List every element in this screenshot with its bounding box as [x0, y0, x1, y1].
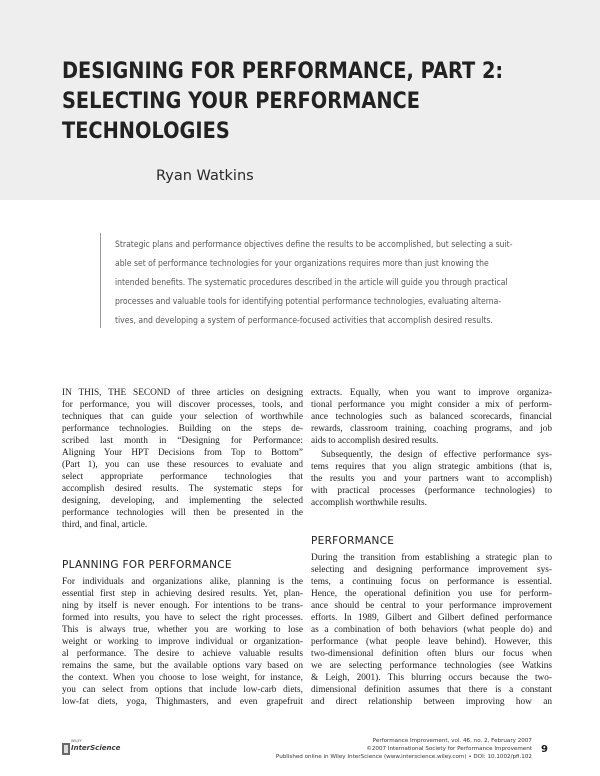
- body-line: designing, developing, and implementing the selected: [62, 496, 303, 506]
- body-line: ning by itself is never enough. For intentions to be trans-: [62, 601, 303, 611]
- body-line: accomplish worthwhile results.: [311, 498, 427, 508]
- body-line: aids to accomplish desired results.: [311, 436, 439, 446]
- page-number: 9: [541, 744, 548, 755]
- body-line: remains the same, but the available options vary based on: [62, 661, 303, 671]
- title-line: SELECTING YOUR PERFORMANCE: [62, 88, 420, 114]
- body-line: low-fat diets, yoga, Thighmasters, and even grapefruit: [62, 697, 303, 707]
- abstract-line: processes and valuable tools for identifying potential performance technologies, evaluating alterna-: [115, 296, 502, 306]
- body-line: ance should be central to your performance improvement: [311, 601, 552, 611]
- body-line: (Part 1), you can use these resources to evaluate and: [62, 460, 303, 470]
- body-line: the context. When you choose to lose weight, for instance,: [62, 673, 303, 683]
- abstract-line: Strategic plans and performance objectives define the results to be accomplished, but selecting a suit-: [115, 239, 513, 249]
- body-line: you can select from options that include low-carb diets,: [62, 685, 303, 695]
- body-line: tems, a continuing focus on performance is essential.: [311, 577, 552, 587]
- copyright-notice: ©2007 International Society for Performance Improvement: [366, 746, 532, 752]
- body-line: ance technologies such as balanced scorecards, financial: [311, 412, 552, 422]
- body-line: tems requires that you align strategic ambitions (that is,: [311, 462, 552, 472]
- body-line: formed into results, you have to select the right processes.: [62, 613, 303, 623]
- body-line: weight or working to improve individual or organization-: [62, 637, 303, 647]
- body-line: scribed last month in “Designing for Performance:: [62, 436, 303, 446]
- abstract-line: intended benefits. The systematic procedures described in the article will guide you through practical: [115, 277, 508, 287]
- body-line: Hence, the operational definition you use for perform-: [311, 589, 552, 599]
- body-line: rewards, classroom training, coaching programs, and job: [311, 424, 552, 434]
- abstract-line: able set of performance technologies for your organizations requires more than just knowing the: [115, 258, 489, 268]
- section-heading-performance: PERFORMANCE: [311, 535, 395, 547]
- body-line: tional performance you might consider a mix of perform-: [311, 400, 552, 410]
- body-line: we are selecting performance technologies (see Watkins: [311, 661, 552, 671]
- title-line: DESIGNING FOR PERFORMANCE, PART 2:: [62, 58, 504, 84]
- body-line: For individuals and organizations alike, planning is the: [62, 577, 303, 587]
- logo-wordmark: InterScience: [71, 744, 121, 752]
- body-line: essential first step in achieving desired results. Yet, plan-: [62, 589, 303, 599]
- wiley-interscience-logo: [62, 739, 121, 760]
- abstract: [100, 233, 541, 328]
- body-line: the results you and your partners want to accomplish): [311, 474, 552, 484]
- body-line: selecting and designing performance improvement sys-: [311, 565, 552, 575]
- body-line: two-dimensional definition often blurs our focus when: [311, 649, 552, 659]
- title-line: TECHNOLOGIES: [62, 118, 230, 144]
- body-line: During the transition from establishing a strategic plan to: [311, 553, 552, 563]
- body-line: as a combination of both behaviors (what people do) and: [311, 625, 552, 635]
- body-line: third, and final, article.: [62, 520, 148, 530]
- body-line: dimensional definition assumes that there is a constant: [311, 685, 552, 695]
- body-line: select appropriate performance technologies that: [62, 472, 303, 482]
- section-heading-planning: PLANNING FOR PERFORMANCE: [62, 559, 232, 571]
- body-line: Aligning Your HPT Decisions from Top to Bottom”: [62, 448, 303, 458]
- body-line: Subsequently, the design of effective performance sys-: [321, 450, 552, 460]
- wiley-logo-icon: [62, 743, 70, 755]
- body-line: efforts. In 1989, Gilbert and Gilbert defined performance: [311, 613, 552, 623]
- publication-info: Published online in Wiley InterScience (www.interscience.wiley.com) • DOI: 10.1002/pfi.102: [275, 754, 532, 760]
- body-line: extracts. Equally, when you want to improve organiza-: [311, 388, 552, 398]
- journal-citation: Performance Improvement, vol. 46, no. 2, February 2007: [372, 738, 532, 744]
- body-line: for performance, you will discover processes, tools, and: [62, 400, 303, 410]
- body-line: al performance. The desire to achieve valuable results: [62, 649, 303, 659]
- author-name: Ryan Watkins: [156, 168, 254, 184]
- logo-wordmark-small: WILEY: [71, 739, 82, 743]
- body-line: techniques that can guide your selection of worthwhile: [62, 412, 303, 422]
- body-line: performance (what people leave behind). However, this: [311, 637, 552, 647]
- article-title: [62, 56, 504, 146]
- body-line: accomplish desired results. The systematic steps for: [62, 484, 303, 494]
- body-line: IN THIS, THE SECOND of three articles on designing: [62, 388, 303, 398]
- body-line: performance technologies. Building on the steps de-: [62, 424, 303, 434]
- body-line: & Leigh, 2001). This blurring occurs because the two-: [311, 673, 552, 683]
- body-line: and direct relationship between improving how an: [311, 697, 552, 707]
- body-line: This is always true, whether you are working to lose: [62, 625, 303, 635]
- body-line: performance technologies will then be presented in the: [62, 508, 303, 518]
- body-line: with practical processes (performance technologies) to: [311, 486, 552, 496]
- abstract-line: tives, and developing a system of performance-focused activities that accomplish desired results.: [115, 315, 493, 325]
